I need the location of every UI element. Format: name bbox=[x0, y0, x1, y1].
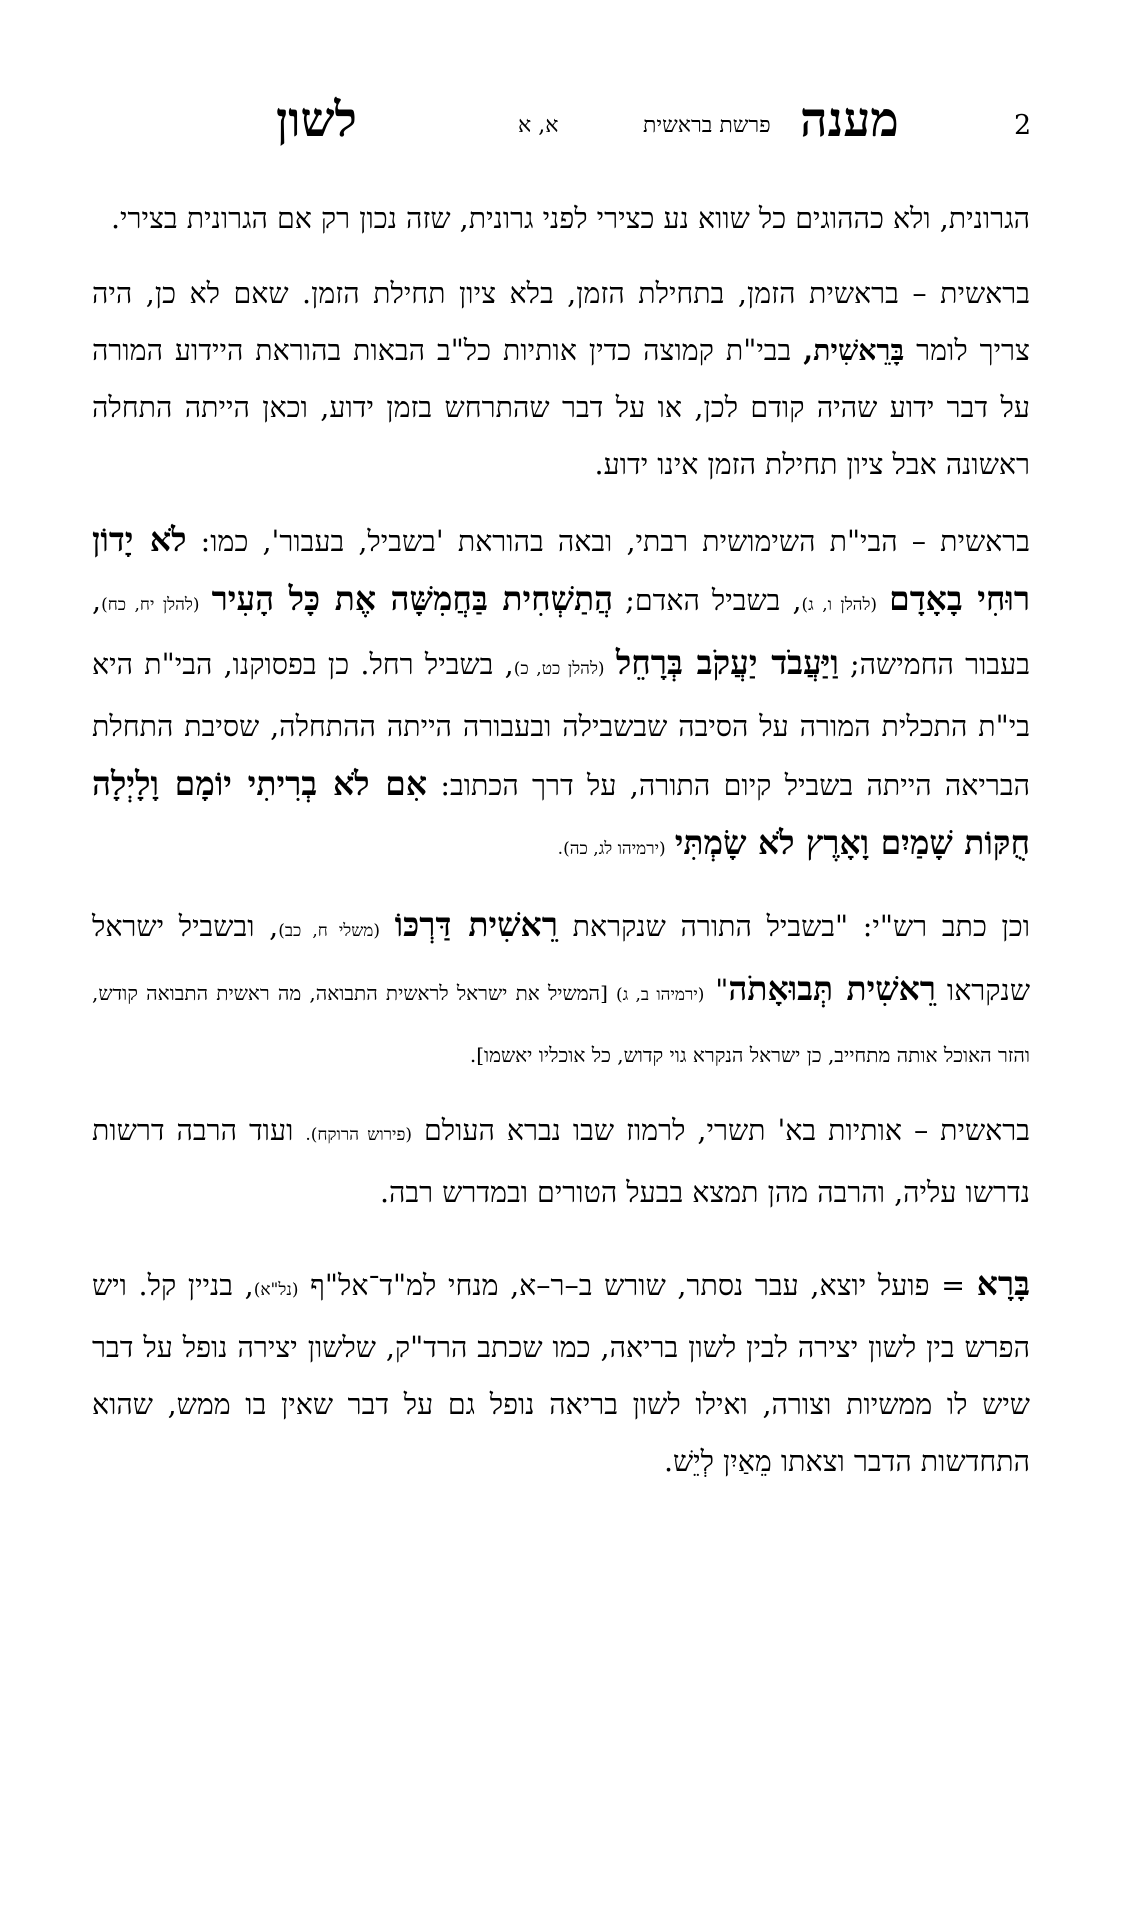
source-reference: (להלן ו, ג) bbox=[801, 595, 878, 615]
hebrew-word: בָּרֵאשִׁית, bbox=[803, 333, 905, 367]
source-reference: (להלן יח, כח) bbox=[101, 595, 200, 615]
headword: בָּרָא bbox=[976, 1264, 1030, 1303]
running-verse-ref: א, א bbox=[518, 113, 559, 138]
verse-quote: רֵאשִׁית תְּבוּאָתֹה bbox=[728, 969, 937, 1008]
paragraph-2 bbox=[92, 265, 1030, 493]
bracketed-note: [המשיל את ישראל לראשית התבואה, מה ראשית התבואה קודש, והזר האוכל אותה מתחייב, כן ישראל הנקרא גוי קדוש, כל אוכליו יאשמו]. bbox=[92, 981, 1030, 1067]
paragraph-text: ועוד הרבה דרשות נדרשו עליה, והרבה מהן תמצא בבעל הטורים ובמדרש רבה. bbox=[92, 1114, 1030, 1209]
source-reference: (ירמיהו לג, כה). bbox=[557, 839, 666, 859]
source-reference: (פירוש הרוקח). bbox=[305, 1125, 413, 1145]
paragraph-3 bbox=[92, 511, 1030, 878]
paragraph-text: , בניין קל. ויש הפרש בין לשון יצירה לבין לשון בריאה, כמו שכתב הרד"ק, שלשון יצירה נופל על דבר שיש לו ממשיות וצורה, ואילו לשון בריאה נופל גם על דבר שאין בו ממש, שהוא התחדשות הדבר וצאתו bbox=[92, 1269, 1030, 1478]
paragraph-text: בראשית – בראשית הזמן, בתחילת הזמן, בלא ציון תחילת הזמן. שאם לא כן, היה צריך לומר bbox=[92, 277, 1030, 367]
paragraph-text: " bbox=[715, 974, 729, 1007]
paragraph-text: וכן כתב רש"י: "בשביל התורה שנקראת bbox=[557, 910, 1031, 943]
paragraph-1 bbox=[92, 190, 1030, 247]
paragraph-text: בבי"ת קמוצה כדין אותיות כל"ב הבאות בהוראת היידוע המורה על דבר ידוע שהיה קודם לכן, או על דבר שהתרחש בזמן ידוע, וכאן הייתה התחלה ראשונה אבל ציון תחילת הזמן אינו ידוע. bbox=[92, 334, 1030, 481]
paragraph-text: בראשית – אותיות בא' תשרי, לרמוז שבו נברא העולם bbox=[412, 1114, 1031, 1147]
paragraph-text: , ובשביל ישראל שנקראו bbox=[92, 910, 1030, 1007]
running-title-left: לשון bbox=[276, 92, 357, 148]
paragraph-text: , בשביל רחל. כן בפסוקנו, הבי"ת היא בי"ת התכלית המורה על הסיבה שבשבילה ובעבורה הייתה ההתחלה, שסיבת התחלת הבריאה הייתה בשביל קיום התורה, על דרך הכתוב: bbox=[92, 648, 1030, 802]
verse-quote: רֵאשִׁית דַּרְכּוֹ bbox=[394, 905, 558, 944]
running-title-right: מענה bbox=[800, 92, 899, 148]
paragraph-text: הגרונית, ולא כההוגים כל שווא נע כצירי לפני גרונית, שזה נכון רק אם הגרונית בצירי. bbox=[110, 202, 1030, 235]
paragraph-text: בראשית – הבי"ת השימושית רבתי, ובאה בהוראת 'בשביל, בעבור', כמו: bbox=[186, 525, 1030, 558]
source-reference: (נל"א) bbox=[253, 1280, 299, 1300]
page-number: 2 bbox=[1014, 110, 1032, 141]
paragraph-text: , בעבור החמישה; bbox=[92, 584, 1031, 681]
hebrew-phrase: מֵאַיִן לְיֵשׁ. bbox=[663, 1445, 772, 1478]
source-reference: (משלי ח, כב) bbox=[278, 921, 380, 941]
verse-quote: אִם לֹא בְרִיתִי יוֹמָם וָלָיְלָה חֻקּוֹת שָׁמַיִם וָאָרֶץ לֹא שָׂמְתִּי bbox=[92, 764, 1030, 862]
page-body bbox=[92, 190, 1030, 1508]
paragraph-text: , בשביל האדם; bbox=[613, 584, 802, 617]
source-reference: (להלן כט, כ) bbox=[513, 659, 605, 679]
paragraph-text: = פועל יוצא, עבר נסתר, שורש ב–ר–א, מנחי למ"ד־אל"ף bbox=[298, 1269, 977, 1302]
verse-quote: הֲתַשְׁחִית בַּחֲמִשָּׁה אֶת כָּל הָעִיר bbox=[211, 579, 614, 618]
source-reference: (ירמיהו ב, ג) bbox=[616, 985, 705, 1005]
paragraph-6 bbox=[92, 1255, 1030, 1490]
page-header bbox=[80, 92, 1032, 162]
running-parsha: פרשת בראשית bbox=[643, 113, 771, 138]
verse-quote: לֹא יָדוֹן רוּחִי בָאָדָם bbox=[92, 520, 1031, 618]
paragraph-5 bbox=[92, 1102, 1030, 1221]
verse-quote: וַיַּעֲבֹד יַעֲקֹב בְּרָחֵל bbox=[615, 643, 839, 682]
paragraph-4 bbox=[92, 896, 1030, 1084]
